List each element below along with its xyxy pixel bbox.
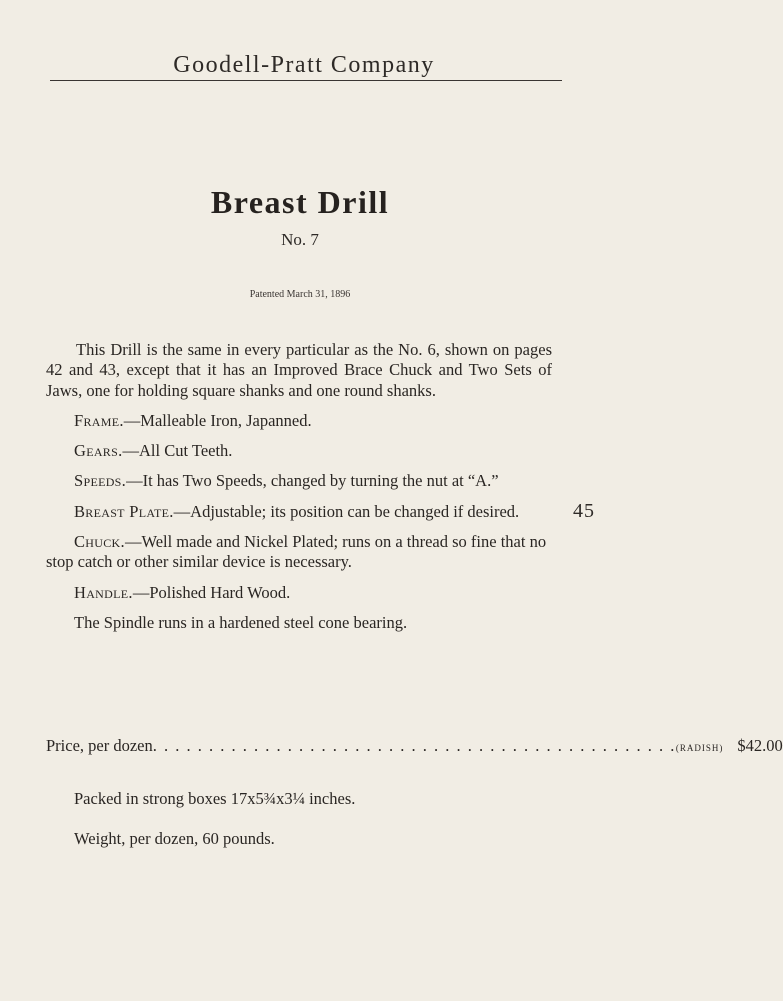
page-title: Breast Drill — [210, 184, 390, 220]
spec-label: Handle. — [74, 582, 133, 602]
spec-text: —Polished Hard Wood. — [132, 582, 291, 602]
price-line — [46, 736, 783, 756]
spec-text: —It has Two Speeds, changed by turning the nut at “A.” — [126, 471, 499, 491]
spec-label: Chuck. — [74, 532, 125, 552]
spec-frame — [46, 411, 552, 431]
price-code: (RADISH) — [675, 743, 724, 753]
model-number: No. 7 — [281, 230, 319, 249]
spec-text: The Spindle runs in a hardened steel cone bearing. — [74, 612, 408, 632]
weight-info: Weight, per dozen, 60 pounds. — [74, 829, 275, 848]
spec-label: Speeds. — [74, 471, 127, 491]
spec-label: Frame. — [74, 410, 124, 430]
price-label: Price, per dozen — [46, 736, 153, 755]
price-leader-dots: . . . . . . . . . . . . . . . . . . . . . . . . . . . . . . . . . . . . . . . . . . . . . . . — [152, 736, 676, 755]
spec-label: Breast Plate. — [74, 501, 174, 521]
spec-spindle — [46, 613, 552, 633]
spec-text: —All Cut Teeth. — [122, 441, 233, 461]
intro-paragraph: This Drill is the same in every particular as the No. 6, shown on pages 42 and 43, except that it has an Improved Brace Chuck and Two Sets of Jaws, one for holding square shanks and one round shanks. — [46, 340, 552, 400]
patent-note: Patented March 31, 1896 — [249, 289, 351, 300]
page-number: 45 — [573, 500, 595, 522]
spec-handle — [46, 583, 552, 603]
spec-text: —Malleable Iron, Japanned. — [123, 410, 312, 430]
spec-text: —Well made and Nickel Plated; runs on a thread so fine that no stop catch or other similar device is necessary. — [46, 532, 547, 572]
spec-label: Gears. — [74, 441, 123, 461]
spec-gears — [46, 441, 552, 461]
description-body — [46, 340, 552, 633]
spec-breast-plate — [46, 502, 552, 522]
company-header: Goodell-Pratt Company — [173, 52, 435, 78]
spec-text: —Adjustable; its position can be changed if desired. — [173, 501, 520, 521]
header-rule — [50, 80, 562, 81]
packing-info: Packed in strong boxes 17x5¾x3¼ inches. — [74, 789, 356, 808]
spec-speeds — [46, 471, 552, 491]
price-value: $42.00 — [737, 736, 783, 755]
spec-chuck — [46, 532, 552, 573]
